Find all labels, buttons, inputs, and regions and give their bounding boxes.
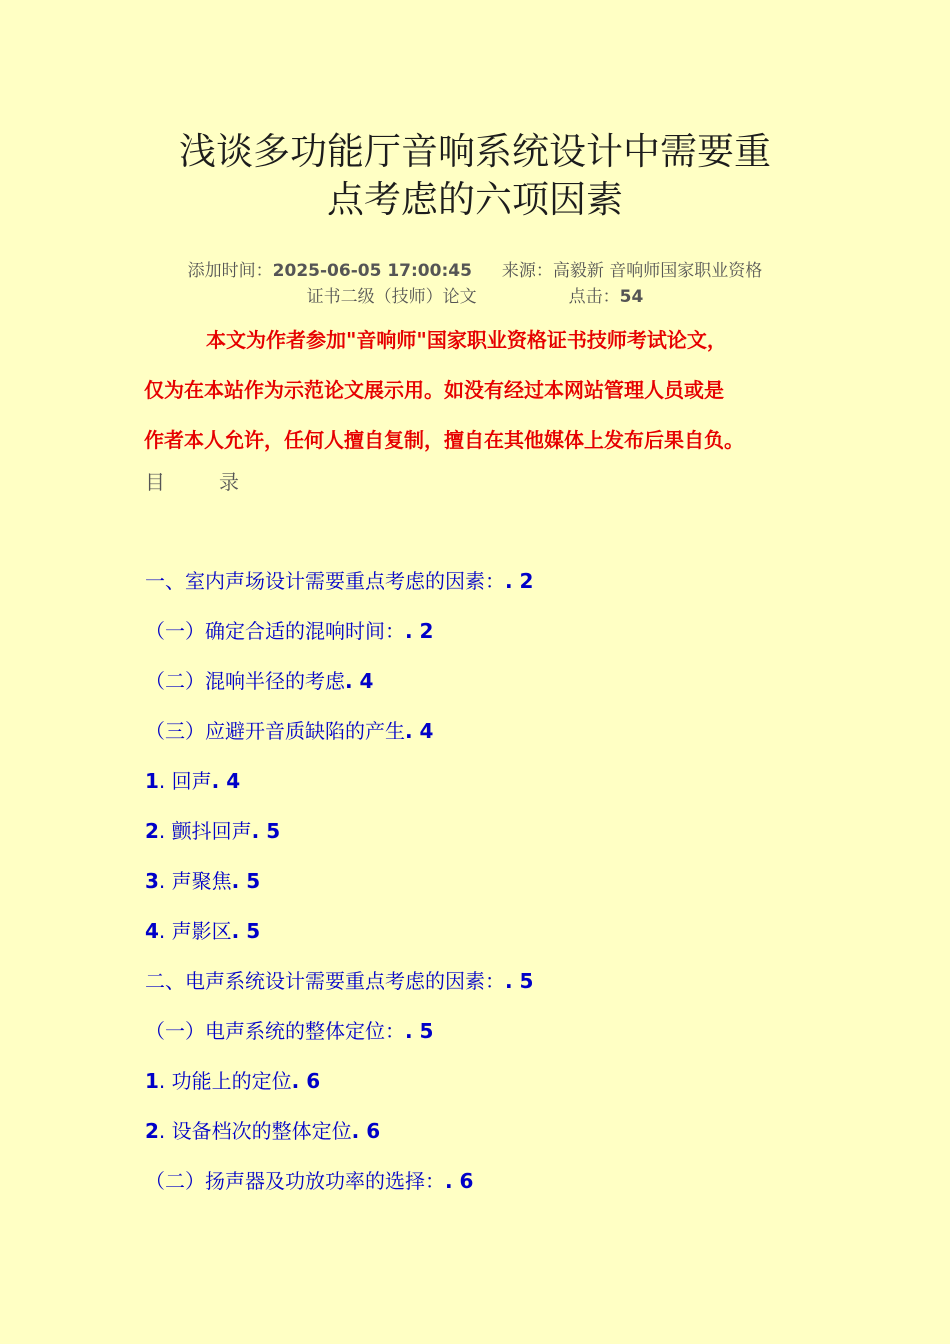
toc-heading-char1: 目 bbox=[145, 470, 165, 494]
toc-item-page: . 4 bbox=[211, 769, 241, 793]
toc-item-page: . 6 bbox=[445, 1169, 474, 1193]
toc-item-page: . 4 bbox=[345, 669, 374, 693]
toc-item-number: 1 bbox=[145, 1069, 159, 1093]
table-of-contents bbox=[145, 556, 825, 1206]
source-value-line2: 证书二级（技师）论文 bbox=[306, 287, 477, 307]
notice-line3: 作者本人允许，任何人擅自复制，擅自在其他媒体上发布后果自负。 bbox=[144, 428, 744, 452]
toc-item[interactable] bbox=[145, 856, 825, 906]
clicks-value: 54 bbox=[619, 287, 644, 307]
toc-item-text: （三）应避开音质缺陷的产生 bbox=[145, 719, 405, 743]
toc-item[interactable] bbox=[145, 556, 825, 606]
notice-line2: 仅为在本站作为示范论文展示用。如没有经过本网站管理人员或是 bbox=[144, 378, 724, 402]
toc-item[interactable] bbox=[145, 1106, 825, 1156]
toc-item-number: 4 bbox=[145, 919, 159, 943]
source-value-line1: 高毅新 音响师国家职业资格 bbox=[552, 261, 763, 281]
toc-item-text: 二、电声系统设计需要重点考虑的因素： bbox=[145, 969, 505, 993]
toc-item-text: . 设备档次的整体定位 bbox=[158, 1119, 352, 1143]
toc-item-number: 2 bbox=[145, 1119, 159, 1143]
article-title-line1: 浅谈多功能厅音响系统设计中需要重 bbox=[179, 130, 771, 173]
toc-heading bbox=[145, 467, 239, 497]
toc-item[interactable] bbox=[145, 706, 825, 756]
toc-item-page: . 2 bbox=[405, 619, 434, 643]
toc-item[interactable] bbox=[145, 1056, 825, 1106]
toc-item-text: . 功能上的定位 bbox=[158, 1069, 292, 1093]
toc-item-page: . 6 bbox=[351, 1119, 381, 1143]
toc-item-page: . 6 bbox=[291, 1069, 321, 1093]
article-title bbox=[120, 128, 830, 224]
toc-item-page: . 5 bbox=[231, 919, 261, 943]
toc-item-page: . 5 bbox=[405, 1019, 434, 1043]
toc-item-page: . 5 bbox=[251, 819, 281, 843]
copyright-notice bbox=[144, 315, 814, 465]
toc-item-text: 一、室内声场设计需要重点考虑的因素： bbox=[145, 569, 505, 593]
notice-line1: 本文为作者参加"音响师"国家职业资格证书技师考试论文， bbox=[206, 328, 727, 352]
toc-item[interactable] bbox=[145, 1006, 825, 1056]
toc-item-number: 3 bbox=[145, 869, 159, 893]
article-meta bbox=[130, 258, 820, 310]
toc-item-text: （一）电声系统的整体定位： bbox=[145, 1019, 405, 1043]
toc-item[interactable] bbox=[145, 1156, 825, 1206]
toc-item-text: （一）确定合适的混响时间： bbox=[145, 619, 405, 643]
toc-heading-char2: 录 bbox=[219, 470, 239, 494]
article-title-line2: 点考虑的六项因素 bbox=[327, 178, 623, 221]
source-label: 来源： bbox=[501, 261, 553, 281]
toc-item-page: . 4 bbox=[405, 719, 434, 743]
toc-item-page: . 5 bbox=[505, 969, 534, 993]
clicks-label: 点击： bbox=[568, 287, 620, 307]
toc-item[interactable] bbox=[145, 606, 825, 656]
toc-item-number: 1 bbox=[145, 769, 159, 793]
toc-item-number: 2 bbox=[145, 819, 159, 843]
toc-item[interactable] bbox=[145, 806, 825, 856]
toc-item-text: . 回声 bbox=[158, 769, 212, 793]
toc-item-text: . 颤抖回声 bbox=[158, 819, 252, 843]
toc-item[interactable] bbox=[145, 906, 825, 956]
toc-item[interactable] bbox=[145, 756, 825, 806]
toc-item-text: （二）混响半径的考虑 bbox=[145, 669, 345, 693]
added-time-label: 添加时间： bbox=[187, 261, 273, 281]
toc-item-text: . 声聚焦 bbox=[158, 869, 232, 893]
toc-item-page: . 2 bbox=[505, 569, 534, 593]
toc-item-page: . 5 bbox=[231, 869, 261, 893]
toc-item[interactable] bbox=[145, 656, 825, 706]
toc-item[interactable] bbox=[145, 956, 825, 1006]
toc-item-text: （二）扬声器及功放功率的选择： bbox=[145, 1169, 445, 1193]
toc-item-text: . 声影区 bbox=[158, 919, 232, 943]
added-time-value: 2025-06-05 17:00:45 bbox=[272, 261, 472, 281]
